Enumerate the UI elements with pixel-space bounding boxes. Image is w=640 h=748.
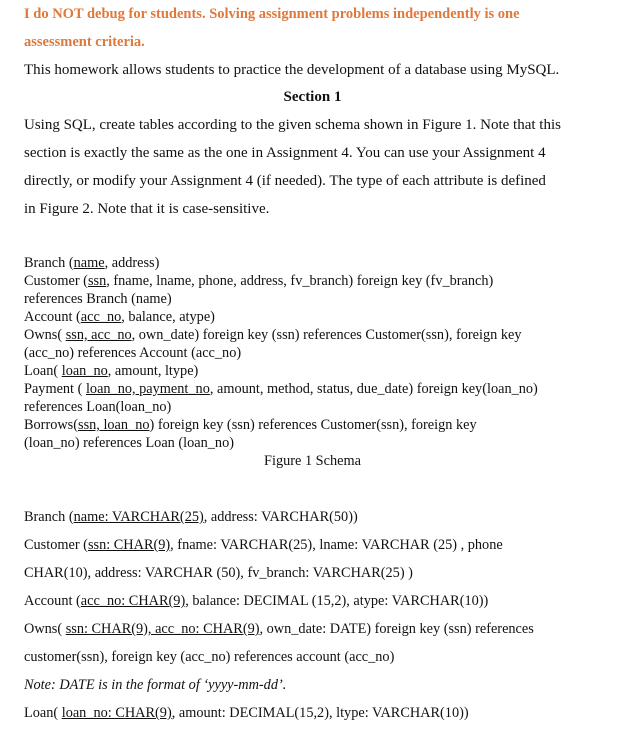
schema-customer: Customer (ssn, fname, lname, phone, address, fv_branch) foreign key (fv_branch) [24,273,494,289]
types-customer-cont: CHAR(10), address: VARCHAR (50), fv_branch: VARCHAR(25) ) [24,565,413,581]
paragraph-line: directly, or modify your Assignment 4 (if needed). The type of each attribute is defined [24,173,546,189]
types-branch: Branch (name: VARCHAR(25), address: VARCHAR(50)) [24,509,358,525]
intro-text: This homework allows students to practice the development of a database using MySQL. [24,62,560,78]
warning-line-1: I do NOT debug for students. Solving assignment problems independently is one [24,6,520,22]
schema-account: Account (acc_no, balance, atype) [24,309,215,325]
schema-customer-cont: references Branch (name) [24,291,172,307]
schema-branch: Branch (name, address) [24,255,160,271]
date-format-note: Note: DATE is in the format of ‘yyyy-mm-dd’. [24,677,287,693]
types-loan: Loan( loan_no: CHAR(9), amount: DECIMAL(15,2), ltype: VARCHAR(10)) [24,705,469,721]
section-title: Section 1 [283,89,342,105]
types-account: Account (acc_no: CHAR(9), balance: DECIMAL (15,2), atype: VARCHAR(10)) [24,593,489,609]
schema-loan: Loan( loan_no, amount, ltype) [24,363,199,379]
schema-borrows: Borrows(ssn, loan_no) foreign key (ssn) references Customer(ssn), foreign key [24,417,477,433]
types-customer: Customer (ssn: CHAR(9), fname: VARCHAR(25), lname: VARCHAR (25) , phone [24,537,503,553]
paragraph-line: in Figure 2. Note that it is case-sensitive. [24,201,270,217]
types-owns-cont: customer(ssn), foreign key (acc_no) references account (acc_no) [24,649,395,665]
schema-payment-cont: references Loan(loan_no) [24,399,172,415]
schema-borrows-cont: (loan_no) references Loan (loan_no) [24,435,234,451]
warning-line-2: assessment criteria. [24,34,145,50]
paragraph-line: Using SQL, create tables according to the given schema shown in Figure 1. Note that this [24,117,561,133]
schema-owns-cont: (acc_no) references Account (acc_no) [24,345,242,361]
schema-payment: Payment ( loan_no, payment_no, amount, method, status, due_date) foreign key(loan_no) [24,381,538,397]
paragraph-line: section is exactly the same as the one in Assignment 4. You can use your Assignment 4 [24,145,546,161]
types-owns: Owns( ssn: CHAR(9), acc_no: CHAR(9), own_date: DATE) foreign key (ssn) references [24,621,534,637]
figure-1-caption: Figure 1 Schema [264,453,361,469]
schema-owns: Owns( ssn, acc_no, own_date) foreign key (ssn) references Customer(ssn), foreign key [24,327,522,343]
